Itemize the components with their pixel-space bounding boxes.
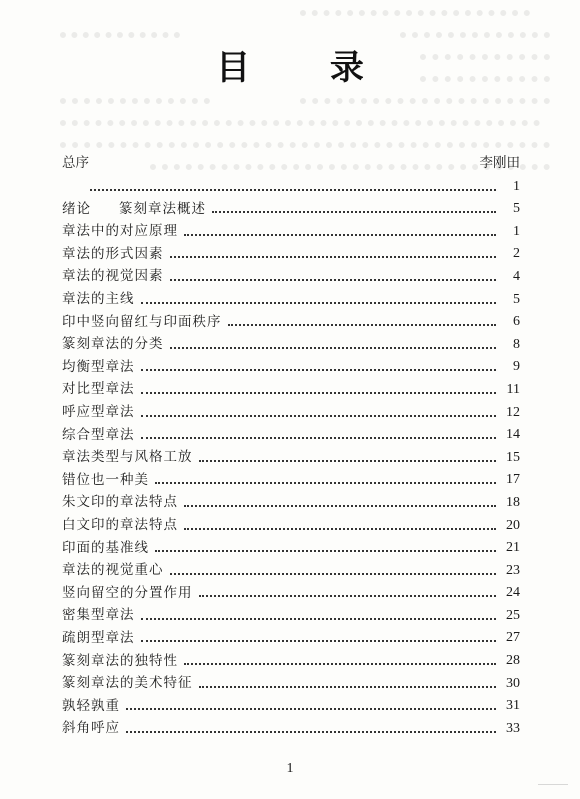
toc-entry-title: 印中竖向留红与印面秩序 xyxy=(62,313,222,330)
dot-leader xyxy=(184,662,496,665)
toc-entry-title: 章法的视觉因素 xyxy=(62,268,164,285)
toc-entry-title: 印面的基准线 xyxy=(62,539,149,556)
dot-leader xyxy=(141,368,497,371)
toc-entry-page: 27 xyxy=(506,630,520,646)
toc-entry-page: 15 xyxy=(506,449,520,465)
toc-entry-page: 17 xyxy=(506,472,520,488)
toc-entry-page: 5 xyxy=(513,201,520,217)
toc-entry xyxy=(62,444,520,467)
toc-entry-title: 白文印的章法特点 xyxy=(62,517,178,533)
toc-entry-page: 1 xyxy=(513,223,520,239)
dot-leader xyxy=(90,188,496,191)
toc-entry-page: 25 xyxy=(506,607,520,623)
toc-entry-page: 28 xyxy=(506,653,520,669)
toc-entry-page: 14 xyxy=(506,427,520,443)
dot-leader xyxy=(199,459,497,462)
dot-leader xyxy=(141,391,497,394)
toc-entry-title: 密集型章法 xyxy=(62,607,135,624)
dot-leader xyxy=(212,210,496,213)
toc-entry-page: 30 xyxy=(506,675,520,691)
toc-entry xyxy=(62,670,520,693)
toc-entry-title: 章法类型与风格工放 xyxy=(62,449,193,466)
toc-entry-page: 21 xyxy=(506,540,520,556)
toc-entry-title: 疏朗型章法 xyxy=(62,629,135,646)
toc-entry-title: 篆刻章法的美术特征 xyxy=(62,675,193,692)
footer-page-number: 1 xyxy=(286,761,294,776)
toc-entry-page: 11 xyxy=(506,381,520,397)
dot-leader xyxy=(141,639,497,642)
toc-entry-title: 章法中的对应原理 xyxy=(62,223,178,240)
scan-edge-mark xyxy=(538,784,568,793)
toc-entry xyxy=(62,173,520,196)
toc-entry-title: 绪论 xyxy=(62,200,91,217)
toc-entry-title: 综合型章法 xyxy=(62,426,135,443)
dot-leader xyxy=(170,278,497,281)
dot-leader xyxy=(141,301,497,304)
toc-entry xyxy=(62,467,520,490)
toc-entry-page: 1 xyxy=(513,178,520,194)
dot-leader xyxy=(228,323,497,326)
toc-entry xyxy=(62,263,520,286)
toc-entry xyxy=(62,715,520,738)
dot-leader xyxy=(184,504,496,507)
toc-entry xyxy=(62,422,520,445)
toc-entry xyxy=(62,580,520,603)
toc-entry-page: 8 xyxy=(513,336,520,352)
toc-entry-page: 6 xyxy=(513,314,520,330)
toc-entry xyxy=(62,354,520,377)
dot-leader xyxy=(155,549,496,552)
dot-leader xyxy=(184,527,496,530)
toc-entry-title: 章法的形式因素 xyxy=(62,245,164,262)
toc-entry-page: 9 xyxy=(513,359,520,375)
toc-entry-title: 篆刻章法的分类 xyxy=(62,336,164,353)
toc-entry xyxy=(62,512,520,535)
dot-leader xyxy=(170,346,497,349)
toc-entry-subtitle: 篆刻章法概述 xyxy=(119,200,206,217)
toc-entry xyxy=(62,218,520,241)
dot-leader xyxy=(199,685,497,688)
dot-leader xyxy=(126,707,496,710)
toc-entry xyxy=(62,331,520,354)
toc-entry-page: 2 xyxy=(513,246,520,262)
toc-entry xyxy=(62,557,520,580)
toc-entry-title: 呼应型章法 xyxy=(62,404,135,421)
dot-leader xyxy=(170,255,497,258)
toc-entry xyxy=(62,399,520,422)
toc-entry-page: 24 xyxy=(506,585,520,601)
page-title: 目 录 xyxy=(216,48,398,88)
toc-entry-title: 章法的视觉重心 xyxy=(62,562,164,579)
toc-entry-page: 18 xyxy=(506,494,520,510)
toc-entry xyxy=(62,535,520,558)
toc-entry xyxy=(62,602,520,625)
toc-entry xyxy=(62,647,520,670)
toc-entry xyxy=(62,625,520,648)
toc-entry xyxy=(62,196,520,219)
toc-entry-title: 对比型章法 xyxy=(62,381,135,398)
toc-entry-title: 孰轻孰重 xyxy=(62,697,120,714)
toc-entry-page: 20 xyxy=(506,517,520,533)
toc-entry xyxy=(62,286,520,309)
table-of-contents xyxy=(62,173,520,738)
toc-entry xyxy=(62,376,520,399)
toc-entry-title: 斜角呼应 xyxy=(62,720,120,737)
preface-author: 李刚田 xyxy=(479,155,520,171)
preface-row xyxy=(62,151,520,171)
toc-entry xyxy=(62,309,520,332)
preface-label: 总序 xyxy=(62,155,89,171)
dot-leader xyxy=(184,233,496,236)
dot-leader xyxy=(126,730,496,733)
toc-entry-title: 篆刻章法的独特性 xyxy=(62,652,178,669)
dot-leader xyxy=(155,481,496,484)
toc-entry-page: 31 xyxy=(506,698,520,714)
toc-entry-page: 5 xyxy=(513,291,520,307)
toc-entry-page: 33 xyxy=(506,720,520,736)
toc-entry-title: 均衡型章法 xyxy=(62,358,135,375)
toc-entry-page: 23 xyxy=(506,562,520,578)
toc-entry-title xyxy=(62,194,84,196)
dot-leader xyxy=(170,572,497,575)
dot-leader xyxy=(141,436,497,439)
toc-entry-title: 朱文印的章法特点 xyxy=(62,494,178,511)
dot-leader xyxy=(199,594,497,597)
toc-entry xyxy=(62,693,520,716)
toc-entry-title: 错位也一种美 xyxy=(62,471,149,488)
toc-entry xyxy=(62,489,520,512)
toc-entry-page: 4 xyxy=(513,268,520,284)
toc-entry-page: 12 xyxy=(506,404,520,420)
toc-entry xyxy=(62,241,520,264)
toc-entry-title: 竖向留空的分置作用 xyxy=(62,584,193,601)
dot-leader xyxy=(141,617,497,620)
toc-entry-title: 章法的主线 xyxy=(62,291,135,308)
dot-leader xyxy=(141,414,497,417)
